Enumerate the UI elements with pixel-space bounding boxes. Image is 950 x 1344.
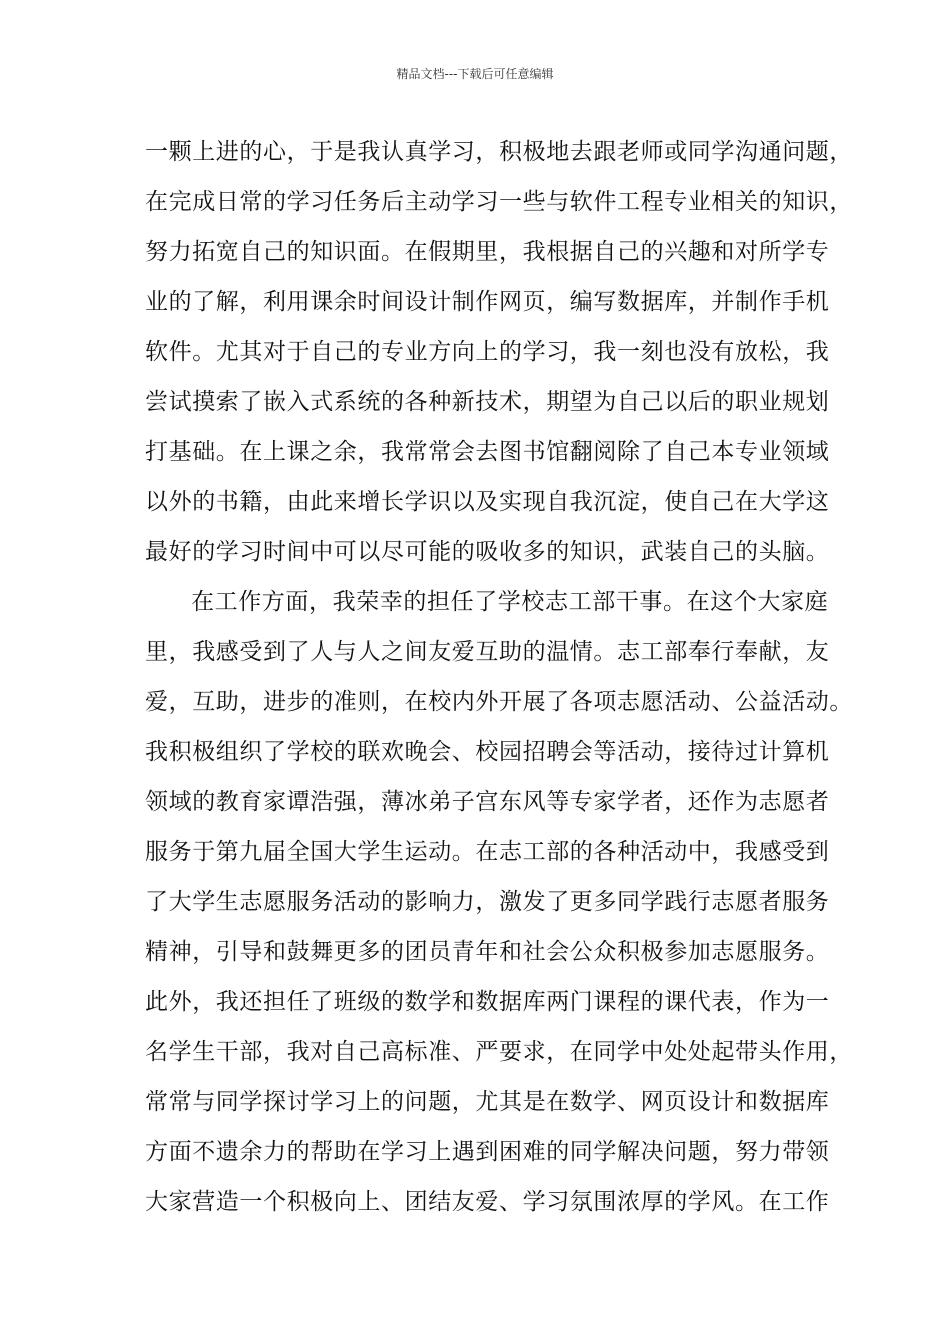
text-line: 在完成日常的学习任务后主动学习一些与软件工程专业相关的知识， xyxy=(145,189,853,215)
text-line: 爱，互助，进步的准则，在校内外开展了各项志愿活动、公益活动。 xyxy=(145,689,853,715)
text-line: 努力拓宽自己的知识面。在假期里，我根据自己的兴趣和对所学专 xyxy=(145,239,830,265)
page-header: 精品文档---下载后可任意编辑 xyxy=(396,67,554,81)
text-line: 打基础。在上课之余，我常常会去图书馆翻阅除了自己本专业领域 xyxy=(145,439,830,465)
text-line: 了大学生志愿服务活动的影响力，激发了更多同学践行志愿者服务 xyxy=(145,889,830,915)
paragraph-study xyxy=(145,127,853,577)
text-line: 软件。尤其对于自己的专业方向上的学习，我一刻也没有放松，我 xyxy=(145,339,830,365)
text-line: 常常与同学探讨学习上的问题，尤其是在数学、网页设计和数据库 xyxy=(145,1089,830,1115)
text-line: 精神，引导和鼓舞更多的团员青年和社会公众积极参加志愿服务。 xyxy=(145,939,830,965)
text-line: 方面不遗余力的帮助在学习上遇到困难的同学解决问题，努力带领 xyxy=(145,1139,830,1165)
text-line: 尝试摸索了嵌入式系统的各种新技术，期望为自己以后的职业规划 xyxy=(145,389,830,415)
text-line: 最好的学习时间中可以尽可能的吸收多的知识，武装自己的头脑。 xyxy=(145,539,830,565)
text-line: 名学生干部，我对自己高标准、严要求，在同学中处处起带头作用， xyxy=(145,1039,853,1065)
text-line: 大家营造一个积极向上、团结友爱、学习氛围浓厚的学风。在工作 xyxy=(145,1189,830,1215)
text-line: 此外，我还担任了班级的数学和数据库两门课程的课代表，作为一 xyxy=(145,989,830,1015)
text-line: 领域的教育家谭浩强，薄冰弟子宫东风等专家学者，还作为志愿者 xyxy=(145,789,830,815)
paragraph-work xyxy=(145,577,853,1227)
text-line: 服务于第九届全国大学生运动。在志工部的各种活动中，我感受到 xyxy=(145,839,830,865)
document-body xyxy=(145,127,853,1227)
text-line: 业的了解，利用课余时间设计制作网页，编写数据库，并制作手机 xyxy=(145,289,830,315)
text-line: 一颗上进的心，于是我认真学习，积极地去跟老师或同学沟通问题， xyxy=(145,139,853,165)
text-line: 我积极组织了学校的联欢晚会、校园招聘会等活动，接待过计算机 xyxy=(145,739,830,765)
text-line: 里，我感受到了人与人之间友爱互助的温情。志工部奉行奉献，友 xyxy=(145,639,830,665)
text-line: 以外的书籍，由此来增长学识以及实现自我沉淀，使自己在大学这 xyxy=(145,489,830,515)
text-line-indented: 在工作方面，我荣幸的担任了学校志工部干事。在这个大家庭 xyxy=(191,589,829,615)
